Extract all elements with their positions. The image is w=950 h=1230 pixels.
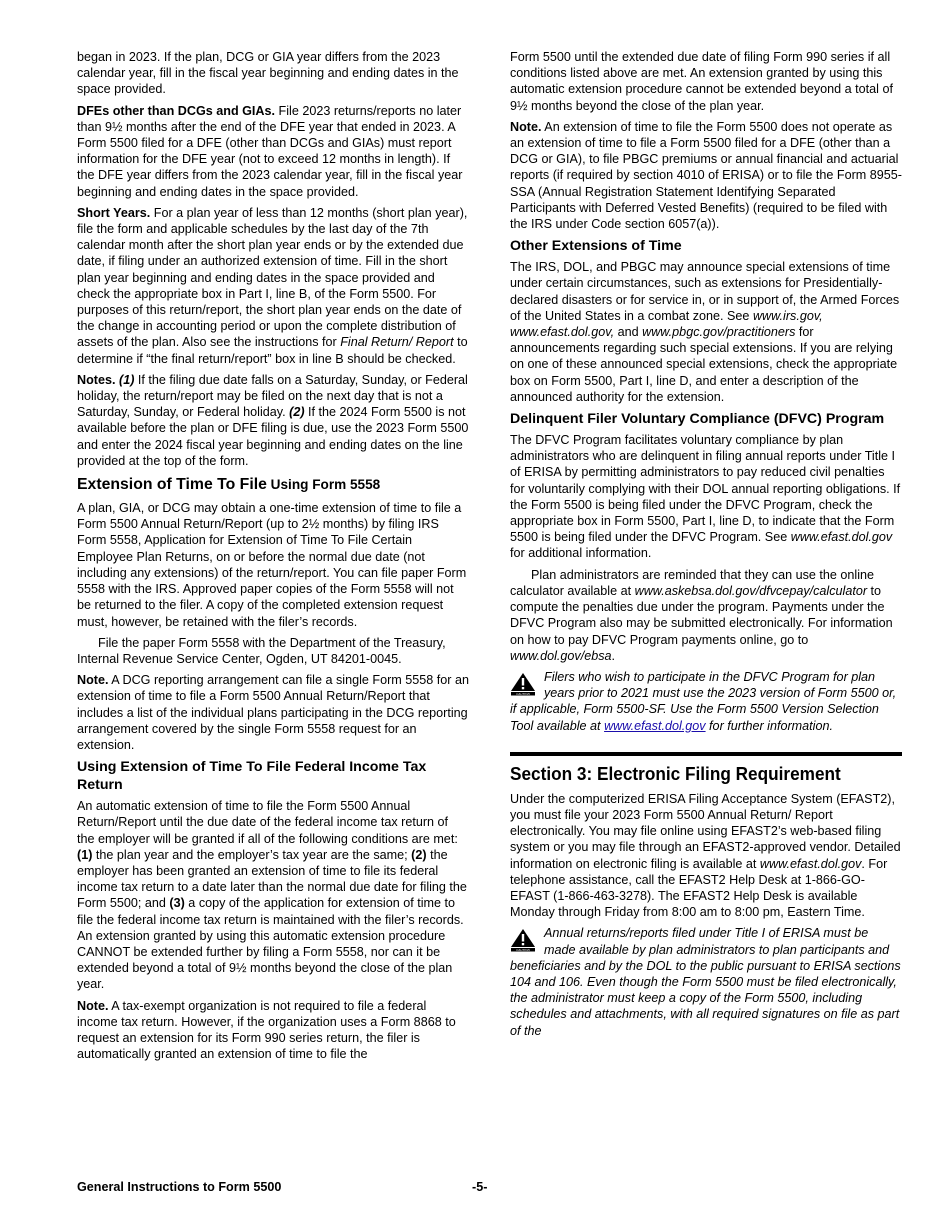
paragraph-efast2: Under the computerized ERISA Filing Acceptance System (EFAST2), you must file your 2023 Form 5500 Annual Return/ Report electronically. You may file online using EFAST2’s web-based filing system or you may file through an EFAST2-approved vendor. Detailed information on electronic filing is available at www.efast.dol.gov. For telephone assistance, call the EFAST2 Help Desk at 1-866-GO-EFAST (1-866-463-3278). The EFAST2 Help Desk is available Monday through Friday from 8:00 am to 8:00 pm, Eastern Time.: [510, 791, 901, 920]
caution-note-public-availability: CAUTION Annual returns/reports filed under Title I of ERISA must be made available by plan administrators to plan participants and beneficiaries and by the DOL to the public pursuant to ERISA sections 104 and 106. Even though the Form 5500 must be filed electronically, the administrator must keep a copy of the Form 5500, including schedules and attachments, with all required signatures on file as part of the: [510, 926, 901, 1038]
paragraph-notes: Notes. (1) If the filing due date falls on a Saturday, Sunday, or Federal holiday, the return/report may be filed on the next day that is not a Saturday, Sunday, or Federal holiday. (2) If the 2024 Form 5500 is not available before the plan or DFE filing is due, use the 2023 Form 5500 and enter the 2024 fiscal year beginning and ending dates on the line provided at the top of the form.: [77, 372, 469, 468]
caution-icon: [510, 672, 536, 696]
paragraph-short-years: Short Years. For a plan year of less than 12 months (short plan year), file the form and applicable schedules by the last day of the 7th calendar month after the short plan year ends or by the extended due date, if filing under an authorized extension of time. Fill in the short plan year beginning and ending dates in the space provided and check the appropriate box in Part I, line B, of the Form 5500. For purposes of this return/report, the short plan year ends on the date of the change in accounting period or upon the complete distribution of assets of the plan. Also see the instructions for Final Return/ Report to determine if “the final return/report” box in line B should be checked.: [77, 205, 468, 366]
left-column: [77, 49, 469, 1067]
footer-title: General Instructions to Form 5500: [77, 1180, 282, 1194]
caution-note-dfvc: CAUTION Filers who wish to participate in the DFVC Program for plan years prior to 2021 must use the 2023 version of Form 5500 or, if applicable, Form 5500-SF. Use the Form 5500 Version Selection Tool available at www.efast.dol.gov for further information.: [510, 669, 897, 733]
section-divider: [510, 752, 902, 756]
paragraph-ogden-address: File the paper Form 5558 with the Department of the Treasury, Internal Revenue Service Center, Ogden, UT 84201-0045.: [77, 635, 446, 666]
page-number: -5-: [472, 1180, 488, 1194]
run-in-heading-notes: Notes.: [77, 372, 116, 387]
paragraph-dfvc: The DFVC Program facilitates voluntary compliance by plan administrators who are delinquent in filing annual reports under Title I of ERISA by permitting administrators to pay reduced civil penalties for voluntarily complying with their DOL annual reporting obligations. If the Form 5500 is being filed under the DFVC Program, check the appropriate box in Form 5500, Part I, line D, to indicate that the Form 5500 is being filed under the DFVC Program. See www.efast.dol.gov for additional information.: [510, 433, 901, 561]
extension-heading: Extension of Time To File Using Form 5558: [77, 476, 381, 494]
right-column: [510, 49, 902, 1044]
federal-income-tax-heading: Using Extension of Time To File Federal Income Tax Return: [77, 759, 427, 794]
paragraph-dfe: DFEs other than DCGs and GIAs. File 2023 returns/reports no later than 9½ months after the end of the DFE year that ended in 2023. A Form 5500 filed for a DFE (other than DCGs and GIAs) must report information for the DFE year (not to exceed 12 months in length). If the DFE year differs from the 2023 calendar year, fill in the fiscal year beginning and ending dates in the space provided.: [77, 103, 463, 199]
paragraph-tax-exempt-note: Note. A tax-exempt organization is not required to file a federal income tax return. However, if the organization uses a Form 8868 to request an extension for its Form 990 series return, the filer is automatically granted an extension of time to file the: [77, 998, 456, 1062]
caution-label: CAUTION: [516, 948, 530, 953]
caution-label: CAUTION: [516, 691, 530, 696]
dfvc-heading: Delinquent Filer Voluntary Compliance (DFVC) Program: [510, 411, 885, 428]
run-in-heading-dfe: DFEs other than DCGs and GIAs.: [77, 103, 276, 118]
paragraph-other-extensions: The IRS, DOL, and PBGC may announce special extensions of time under certain circumstances, such as extensions for Presidentially-declared disasters or for service in, or in support of, the Armed Forces of the United States in a combat zone. See www.irs.gov, www.efast.dol.gov, and www.pbgc.gov/practitioners for announcements regarding such special extensions. If you are relying on one of these announced special extensions, check the appropriate box on Form 5500, Part I, line D, and enter a description of the announced authority for the extension.: [510, 260, 900, 404]
paragraph-automatic-extension: An automatic extension of time to file the Form 5500 Annual Return/Report until the due date of the federal income tax return of the employer will be granted if all of the following conditions are met: (1) the plan year and the employer’s tax year are the same; (2) the employer has been granted an extension of time to file its federal income tax return to a date later than the normal due date for filing the Form 5500; and (3) a copy of the application for extension of time to file the federal income tax return is maintained with the filer’s records. An extension granted by using this automatic extension procedure CANNOT be extended further by filing a Form 5558, nor can it be extended beyond a total of 9½ months beyond the close of the plan year.: [77, 799, 467, 992]
paragraph-calculator: Plan administrators are reminded that they can use the online calculator available at www.askebsa.dol.gov/dfvcepay/calculator to compute the penalties due under the program. Payments under the DFVC Program also may be submitted electronically. For information on how to pay DFVC Program payments online, go to www.dol.gov/ebsa.: [510, 567, 893, 663]
run-in-heading-short-years: Short Years.: [77, 205, 151, 220]
paragraph-dcg-note: Note. A DCG reporting arrangement can file a single Form 5558 for an extension of time to file a Form 5500 Annual Return/Report that includes a list of the individual plans participating in the DCG reporting arrangement covered by the single Form 5558 request for an extension.: [77, 673, 469, 752]
efast-link[interactable]: www.efast.dol.gov: [604, 718, 706, 733]
paragraph-plan-year: began in 2023. If the plan, DCG or GIA year differs from the 2023 calendar year, fill in the fiscal year beginning and ending dates in the space provided.: [77, 50, 459, 97]
other-extensions-heading: Other Extensions of Time: [510, 238, 682, 255]
paragraph-extension-5558: A plan, GIA, or DCG may obtain a one-time extension of time to file a Form 5500 Annual Return/Report (up to 2½ months) by filing IRS Form 5558, Application for Extension of Time To File Certain Employee Plan Returns, on or before the normal due date (not including any extensions) of the return/report. You can file paper Form 5558 with the IRS. Approved paper copies of the Form 5558 will not be returned to the filer. A copy of the completed extension request must, however, be retained with the filer’s records.: [77, 501, 467, 629]
paragraph-form-990: Form 5500 until the extended due date of filing Form 990 series if all conditions listed above are met. An extension granted by using this automatic extension procedure cannot be extended beyond a total of 9½ months beyond the close of the plan year.: [510, 50, 893, 113]
section-3-heading: Section 3: Electronic Filing Requirement: [510, 762, 841, 784]
caution-icon: [510, 928, 536, 952]
paragraph-extension-note: Note. An extension of time to file the Form 5500 does not operate as an extension of time to file a Form 5500 filed for a DFE (other than a DCG or GIA), to file PBGC premiums or annual financial and actuarial reports (if required by section 4010 of ERISA) or to file the Form 8955-SSA (Annual Registration Statement Identifying Separated Participants with Deferred Vested Benefits) (required to be filed with the IRS under Code section 6057(a)).: [510, 119, 902, 232]
